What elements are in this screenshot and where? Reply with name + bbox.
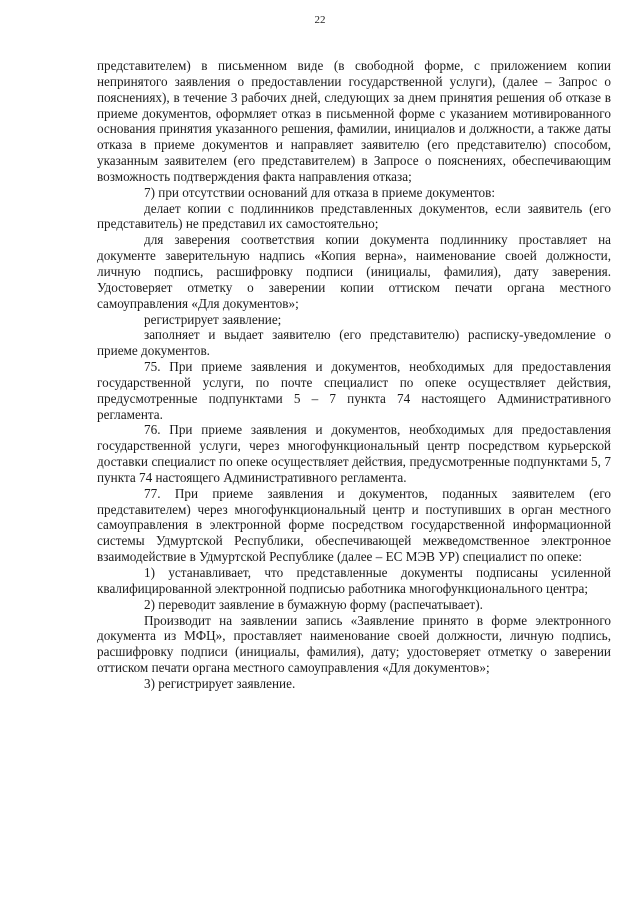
document-body (97, 58, 611, 692)
paragraph-make-copies: делает копии с подлинников представленных документов, если заявитель (его представитель) не представил их самостоятельно; (97, 200, 611, 232)
paragraph-item-7: 7) при отсутствии оснований для отказа в приеме документов: (144, 184, 495, 200)
paragraph-77-record: Производит на заявлении запись «Заявление принято в форме электронного документа из МФЦ», проставляет наименование своей должности, личную подпись, расшифровку подписи (инициалы, фамилия), дату; удостоверяет отметку о заверении оттиском печати органа местного самоуправления «Для документов»; (97, 612, 611, 676)
paragraph-refusal-procedure: представителем) в письменном виде (в свободной форме, с приложением копии непринятого заявления о предоставлении государственной услуги), (далее – Запрос о пояснениях), в течение 3 рабочих дней, следующих за днем принятия решения об отказе в приеме документов, оформляет отказ в письменной форме с указанием мотивированного основания принятия указанного решения, фамилии, инициалов и должности, а также даты отказа в приеме документов и направляет заявителю (его представителю) способом, указанным заявителем (его представителем) в Запросе о пояснениях, обеспечивающим возможность подтверждения факта направления отказа; (97, 58, 611, 184)
paragraph-77-item-2: 2) переводит заявление в бумажную форму (распечатывает). (144, 596, 483, 612)
paragraph-section-77: 77. При приеме заявления и документов, поданных заявителем (его представителем) через многофункциональный центр и поступивших в орган местного самоуправления в электронной форме посредством государственной информационной системы Удмуртской Республики, обеспечивающей межведомственное электронное взаимодействие в Удмуртской Республике (далее – ЕС МЭВ УР) специалист по опеке: (97, 485, 611, 565)
paragraph-77-item-1: 1) устанавливает, что представленные документы подписаны усиленной квалифицированной электронной подписью работника многофункционального центра; (97, 565, 611, 596)
paragraph-certify-copies: для заверения соответствия копии документа подлиннику проставляет на документе заверительную надпись «Копия верна», наименование своей должности, личную подпись, расшифровку подписи (инициалы, фамилия), дату заверения. Удостоверяет отметку о заверении копии оттиском печати органа местного самоуправления «Для документов»; (97, 232, 611, 311)
paragraph-77-item-3: 3) регистрирует заявление. (144, 675, 296, 691)
paragraph-issue-receipt: заполняет и выдает заявителю (его представителю) расписку-уведомление о приеме документов. (97, 327, 611, 359)
page-number: 22 (314, 14, 326, 26)
paragraph-section-75: 75. При приеме заявления и документов, необходимых для предоставления государственной услуги, по почте специалист по опеке осуществляет действия, предусмотренные подпунктами 5 – 7 пункта 74 настоящего Административного регламента. (97, 359, 611, 422)
paragraph-section-76: 76. При приеме заявления и документов, необходимых для предоставления государственной услуги, через многофункциональный центр посредством курьерской доставки специалист по опеке осуществляет действия, предусмотренные подпунктами 5, 7 пункта 74 настоящего Административного регламента. (97, 422, 611, 485)
paragraph-register-application: регистрирует заявление; (144, 311, 282, 327)
